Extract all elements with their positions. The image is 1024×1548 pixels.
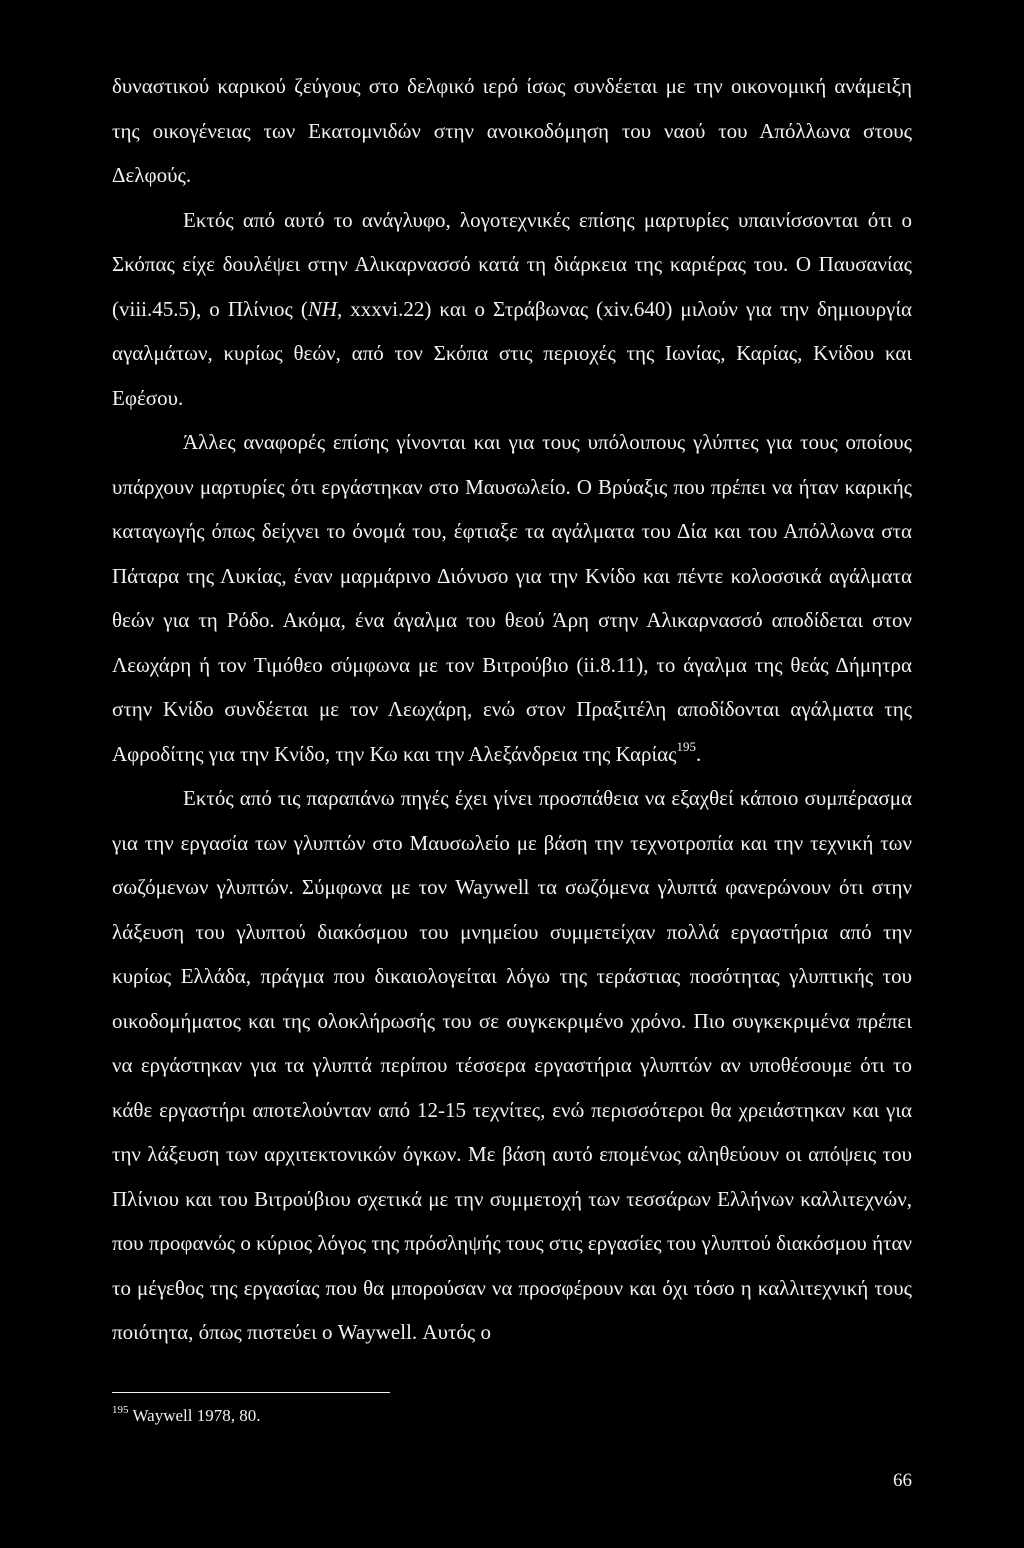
paragraph-2-text-start: Εκτός από αυτό το ανάγλυφο, λογοτεχνικές επίσης μαρτυρίες υπαινίσσονται ότι ο Σκόπας είχε δουλέψει στην Αλικαρνασσό κατά τη διάρκεια της καριέρας του. Ο Παυσανίας (viii.45.5), ο Πλίνιος (	[112, 207, 912, 321]
page-number: 66	[893, 1470, 912, 1491]
paragraph-2	[112, 198, 912, 421]
paragraph-1	[112, 64, 912, 198]
footnote-separator	[112, 1392, 390, 1393]
footnote-reference: 195	[676, 738, 696, 754]
footnote-text: Waywell 1978, 80.	[132, 1406, 261, 1425]
paragraph-4-text: Εκτός από τις παραπάνω πηγές έχει γίνει προσπάθεια να εξαχθεί κάποιο συμπέρασμα για την εργασία των γλυπτών στο Μαυσωλείο με βάση την τεχνοτροπία και την τεχνική των σωζόμενων γλυπτών. Σύμφωνα με τον Waywell τα σωζόμενα γλυπτά φανερώνουν ότι στην λάξευση του γλυπτού διακόσμου του μνημείου συμμετείχαν πολλά εργαστήρια από την κυρίως Ελλάδα, πράγμα που δικαιολογείται λόγω της τεράστιας ποσότητας γλυπτικής του οικοδομήματος και της ολοκλήρωσής του σε συγκεκριμένο χρόνο. Πιο συγκεκριμένα πρέπει να εργάστηκαν για τα γλυπτά περίπου τέσσερα εργαστήρια γλυπτών αν υποθέσουμε ότι το κάθε εργαστήρι αποτελούνταν από 12-15 τεχνίτες, ενώ περισσότεροι θα χρειάστηκαν και για την λάξευση των αρχιτεκτονικών όγκων. Με βάση αυτό επομένως αληθεύουν οι απόψεις του Πλίνιου και του Βιτρούβιου σχετικά με την συμμετοχή των τεσσάρων Ελλήνων καλλιτεχνών, που προφανώς ο κύριος λόγος της πρόσληψής τους στις εργασίες του γλυπτού διακόσμου ήταν το μέγεθος της εργασίας που θα μπορούσαν να προσφέρουν και όχι τόσο η καλλιτεχνική τους ποιότητα, όπως πιστεύει ο Waywell. Αυτός ο	[112, 786, 912, 1344]
paragraph-3	[112, 420, 912, 776]
paragraph-2-text-end: , xxxvi.22) και ο Στράβωνας (xiv.640) μιλούν για την δημιουργία αγαλμάτων, κυρίως θεών, από τον Σκόπα στις περιοχές της Ιωνίας, Καρίας, Κνίδου και Εφέσου.	[112, 296, 912, 410]
paragraph-2-italic-citation: NH	[307, 296, 338, 321]
paragraph-3-text-end: .	[695, 741, 702, 766]
paragraph-3-text: Άλλες αναφορές επίσης γίνονται και για τους υπόλοιπους γλύπτες για τους οποίους υπάρχουν μαρτυρίες ότι εργάστηκαν στο Μαυσωλείο. Ο Βρύαξις που πρέπει να ήταν καρικής καταγωγής όπως δείχνει το όνομά του, έφτιαξε τα αγάλματα του Δία και του Απόλλωνα στα Πάταρα της Λυκίας, έναν μαρμάρινο Διόνυσο για την Κνίδο και πέντε κολοσσικά αγάλματα θεών για τη Ρόδο. Ακόμα, ένα άγαλμα του θεού Άρη στην Αλικαρνασσό αποδίδεται στον Λεωχάρη ή τον Τιμόθεο σύμφωνα με τον Βιτρούβιο (ii.8.11), το άγαλμα της θεάς Δήμητρα στην Κνίδο συνδέεται με τον Λεωχάρη, ενώ στον Πραξιτέλη αποδίδονται αγάλματα της Αφροδίτης για την Κνίδο, την Κω και την Αλεξάνδρεια της Καρίας	[112, 430, 912, 766]
body-text	[112, 64, 912, 1355]
paragraph-1-text: δυναστικού καρικού ζεύγους στο δελφικό ιερό ίσως συνδέεται με την οικονομική ανάμειξη της οικογένειας των Εκατομνιδών στην ανοικοδόμηση του ναού του Απόλλωνα στους Δελφούς.	[112, 74, 912, 187]
paragraph-4	[112, 776, 912, 1355]
footnote	[112, 1404, 261, 1428]
footnote-number: 195	[112, 1404, 129, 1417]
